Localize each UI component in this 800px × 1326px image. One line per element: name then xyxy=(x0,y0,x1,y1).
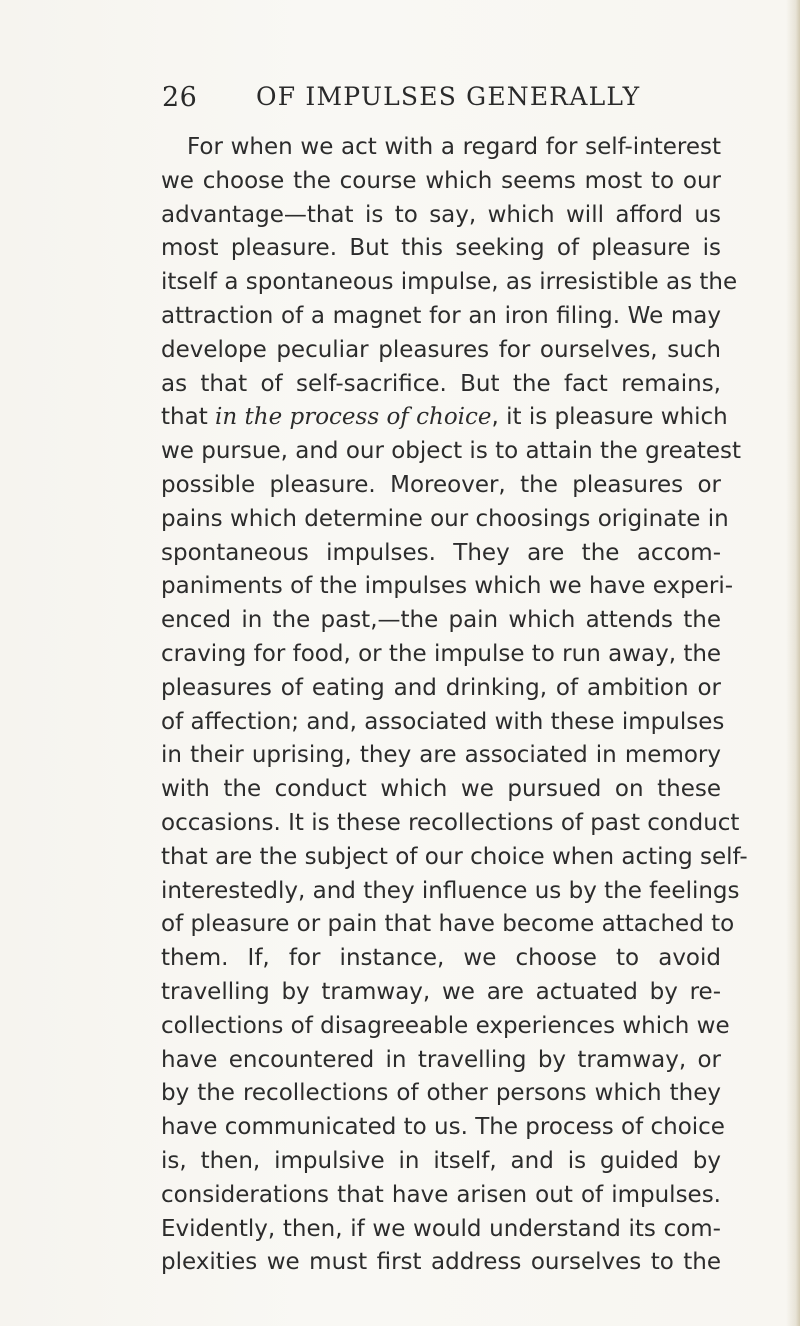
page-header xyxy=(162,82,722,122)
text-line: spontaneous impulses. They are the accom- xyxy=(161,539,721,566)
text-line: enced in the past,—the pain which attends the xyxy=(161,607,721,634)
text-line: craving for food, or the impulse to run away, the xyxy=(161,640,722,667)
text-line: by the recollections of other persons which they xyxy=(161,1080,721,1107)
text-line: plexities we must first address ourselves to the xyxy=(161,1249,721,1276)
text-segment: , it is pleasure which xyxy=(491,404,728,431)
text-line: have communicated to us. The process of choice xyxy=(161,1114,725,1141)
text-line: attraction of a magnet for an iron filing. We may xyxy=(161,302,721,329)
text-line: occasions. It is these recollections of past conduct xyxy=(161,809,740,836)
text-line: as that of self-sacrifice. But the fact remains, xyxy=(161,370,721,397)
text-line: possible pleasure. Moreover, the pleasures or xyxy=(161,471,721,498)
running-head: OF IMPULSES GENERALLY xyxy=(256,82,641,111)
body-paragraph xyxy=(161,131,748,1280)
text-line: collections of disagreeable experiences which we xyxy=(161,1012,730,1039)
text-line: that are the subject of our choice when acting self- xyxy=(161,843,748,870)
text-line: is, then, impulsive in itself, and is guided by xyxy=(161,1147,721,1174)
page-edge-shadow xyxy=(786,0,800,1326)
page-number: 26 xyxy=(162,82,198,113)
text-line: pleasures of eating and drinking, of ambition or xyxy=(161,674,721,701)
text-line: of affection; and, associated with these impulses xyxy=(161,708,725,735)
text-line: considerations that have arisen out of impulses. xyxy=(161,1181,721,1208)
italic-phrase: in the process of choice xyxy=(215,404,492,431)
text-line: interestedly, and they influence us by the feelings xyxy=(161,877,740,904)
text-line: pains which determine our choosings originate in xyxy=(161,505,729,532)
text-line: we pursue, and our object is to attain the greatest xyxy=(161,438,742,465)
text-line: Evidently, then, if we would understand its com- xyxy=(161,1215,721,1242)
text-line: itself a spontaneous impulse, as irresistible as the xyxy=(161,269,738,296)
text-line: of pleasure or pain that have become attached to xyxy=(161,911,735,938)
text-line: paniments of the impulses which we have experi- xyxy=(161,573,734,600)
text-line: them. If, for instance, we choose to avoid xyxy=(161,945,721,972)
text-line: we choose the course which seems most to our xyxy=(161,167,721,194)
text-line: For when we act with a regard for self-interest xyxy=(187,134,721,160)
text-line xyxy=(161,401,728,435)
text-segment: that xyxy=(161,404,216,431)
text-line: most pleasure. But this seeking of pleasure is xyxy=(161,235,721,262)
text-line: develope peculiar pleasures for ourselves, such xyxy=(161,336,721,363)
text-line: in their uprising, they are associated in memory xyxy=(161,742,721,769)
text-line: travelling by tramway, we are actuated by re- xyxy=(161,978,721,1005)
text-line: have encountered in travelling by tramway, or xyxy=(161,1046,721,1073)
text-line: advantage—that is to say, which will afford us xyxy=(161,201,721,228)
text-line: with the conduct which we pursued on these xyxy=(161,776,721,803)
